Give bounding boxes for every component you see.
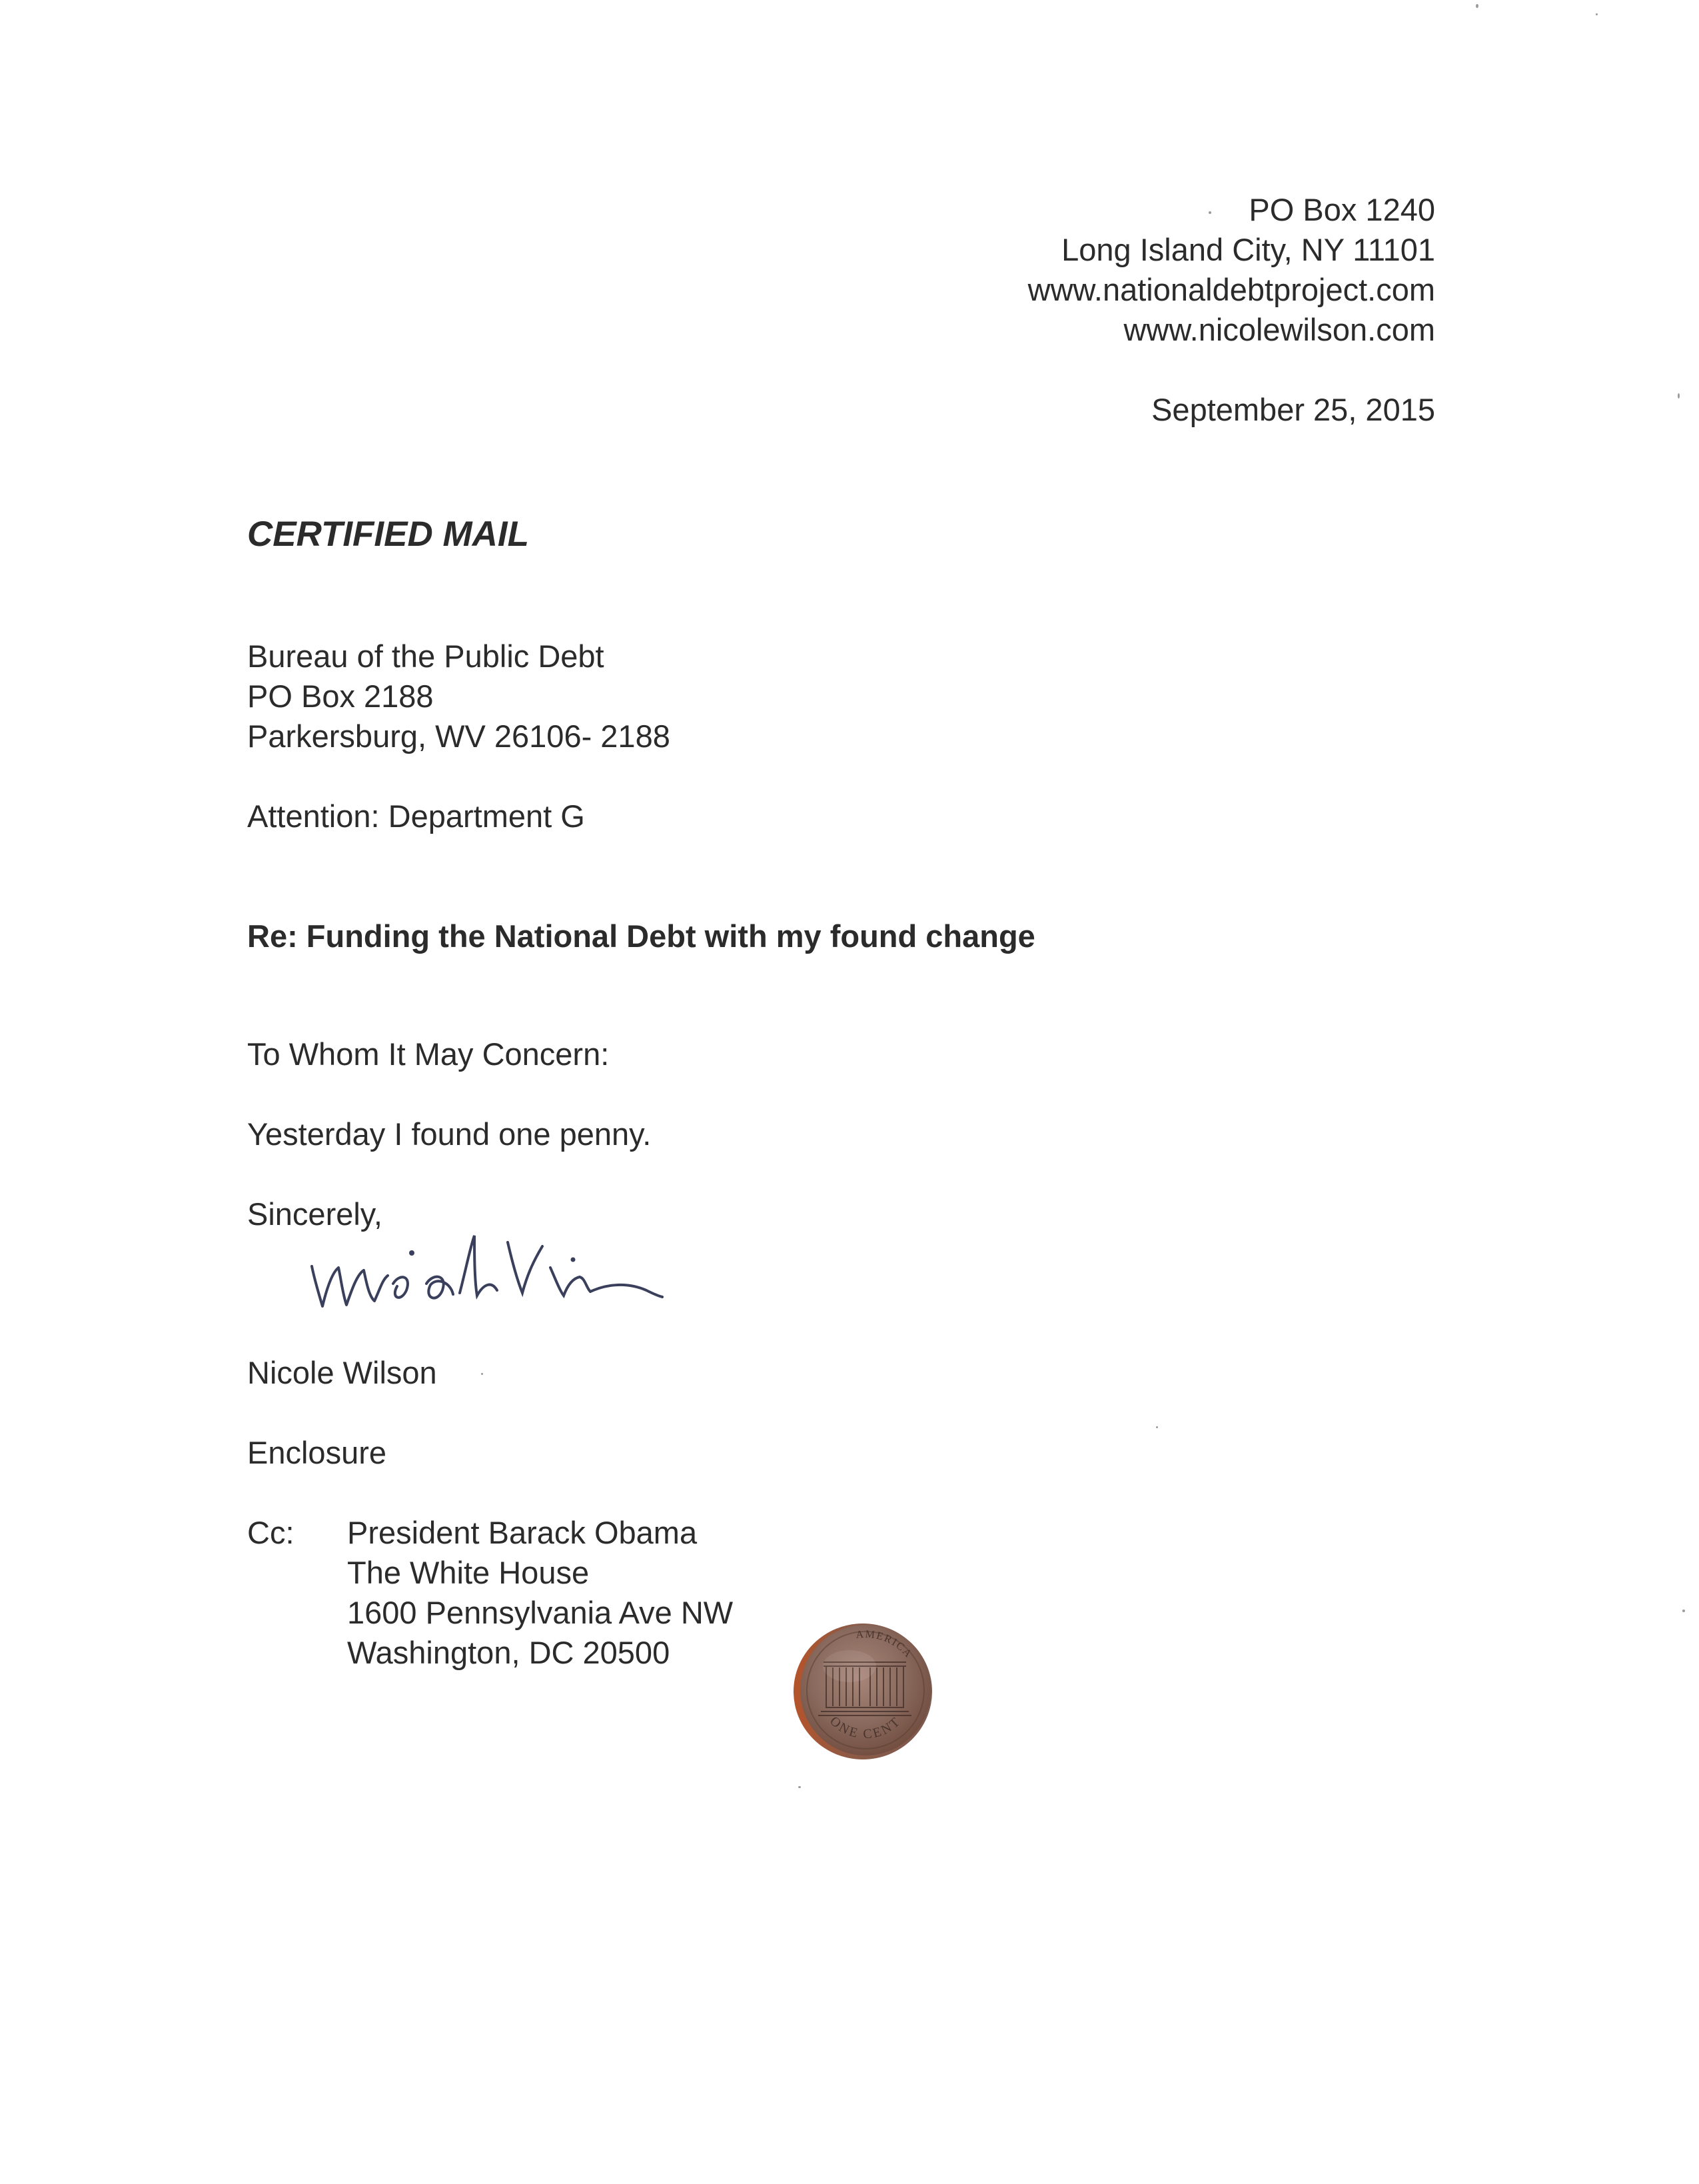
- sender-website-2: www.nicolewilson.com: [1123, 312, 1435, 347]
- scan-speck: [1678, 393, 1680, 399]
- signer-name: Nicole Wilson: [247, 1355, 437, 1390]
- handwritten-signature: [300, 1226, 673, 1326]
- cc-line: President Barack Obama: [347, 1515, 698, 1550]
- penny-bottom-text: ONE CENT: [827, 1713, 904, 1742]
- recipient-name: Bureau of the Public Debt: [247, 638, 604, 674]
- recipient-address-block: [247, 636, 670, 756]
- cc-address-block: [347, 1513, 733, 1673]
- cc-line: The White House: [347, 1555, 590, 1590]
- sender-address-block: [1028, 190, 1435, 350]
- recipient-city-state-zip: Parkersburg, WV 26106- 2188: [247, 718, 670, 754]
- scan-speck: [1209, 211, 1211, 214]
- scan-speck: [798, 1786, 801, 1788]
- cc-label: Cc:: [247, 1515, 294, 1550]
- sender-po-box: PO Box 1240: [1249, 192, 1435, 227]
- scan-speck: [1596, 13, 1598, 15]
- sender-website-1: www.nationaldebtproject.com: [1027, 272, 1435, 307]
- recipient-po-box: PO Box 2188: [247, 678, 434, 714]
- closing: Sincerely,: [247, 1196, 382, 1232]
- letter-body: Yesterday I found one penny.: [247, 1116, 652, 1152]
- enclosure-note: Enclosure: [247, 1435, 386, 1470]
- sender-city-state-zip: Long Island City, NY 11101: [1061, 232, 1435, 267]
- certified-mail-heading: CERTIFIED MAIL: [247, 515, 530, 554]
- cc-line: 1600 Pennsylvania Ave NW: [347, 1595, 734, 1630]
- penny-top-text: AMERICA: [855, 1628, 915, 1661]
- scan-speck: [1156, 1426, 1158, 1428]
- scan-speck: [1682, 1610, 1685, 1612]
- subject-line: Re: Funding the National Debt with my found change: [247, 918, 1035, 954]
- scan-speck: [1476, 4, 1478, 8]
- salutation: To Whom It May Concern:: [247, 1036, 610, 1072]
- cc-line: Washington, DC 20500: [347, 1635, 670, 1670]
- attention-line: Attention: Department G: [247, 798, 585, 834]
- penny-coin-image: [786, 1613, 939, 1766]
- scan-speck: [481, 1373, 483, 1375]
- letter-date: September 25, 2015: [1151, 392, 1435, 427]
